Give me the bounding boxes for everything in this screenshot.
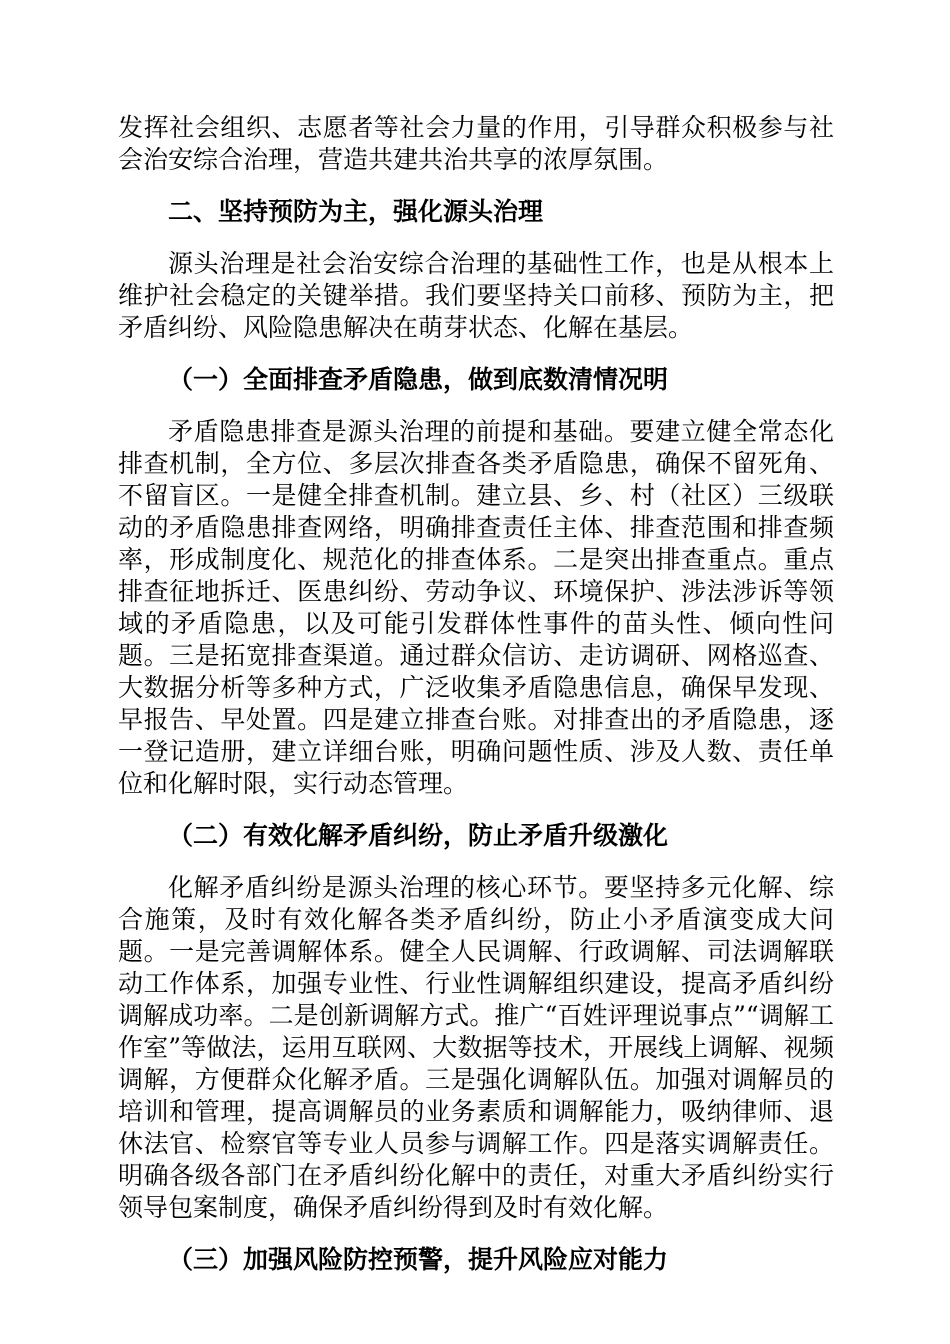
document-page (118, 112, 834, 1276)
paragraph-risk-screening: 矛盾隐患排查是源头治理的前提和基础。要建立健全常态化排查机制，全方位、多层次排查各类矛盾隐患，确保不留死角、不留盲区。一是健全排查机制。建立县、乡、村（社区）三级联动的矛盾隐患排查网络，明确排查责任主体、排查范围和排查频率，形成制度化、规范化的排查体系。二是突出排查重点。重点排查征地拆迁、医患纠纷、劳动争议、环境保护、涉法涉诉等领域的矛盾隐患，以及可能引发群体性事件的苗头性、倾向性问题。三是拓宽排查渠道。通过群众信访、走访调研、网格巡查、大数据分析等多种方式，广泛收集矛盾隐患信息，确保早发现、早报告、早处置。四是建立排查台账。对排查出的矛盾隐患，逐一登记造册，建立详细台账，明确问题性质、涉及人数、责任单位和化解时限，实行动态管理。 (118, 417, 834, 798)
subsection-heading-2: （二）有效化解矛盾纠纷，防止矛盾升级激化 (168, 821, 669, 850)
paragraph-dispute-resolution: 化解矛盾纠纷是源头治理的核心环节。要坚持多元化解、综合施策，及时有效化解各类矛盾纠纷，防止小矛盾演变成大问题。一是完善调解体系。健全人民调解、行政调解、司法调解联动工作体系，加强专业性、行业性调解组织建设，提高矛盾纠纷调解成功率。二是创新调解方式。推广“百姓评理说事点”“调解工作室”等做法，运用互联网、大数据等技术，开展线上调解、视频调解，方便群众化解矛盾。三是强化调解队伍。加强对调解员的培训和管理，提高调解员的业务素质和调解能力，吸纳律师、退休法官、检察官等专业人员参与调解工作。四是落实调解责任。明确各级各部门在矛盾纠纷化解中的责任，对重大矛盾纠纷实行领导包案制度，确保矛盾纠纷得到及时有效化解。 (118, 873, 834, 1222)
subsection-heading-1: （一）全面排查矛盾隐患，做到底数清情况明 (168, 365, 669, 394)
subsection-heading-3: （三）加强风险防控预警，提升风险应对能力 (168, 1245, 669, 1274)
paragraph-source-governance: 源头治理是社会治安综合治理的基础性工作，也是从根本上维护社会稳定的关键举措。我们要坚持关口前移、预防为主，把矛盾纠纷、风险隐患解决在萌芽状态、化解在基层。 (118, 249, 834, 342)
section-heading-2: 二、坚持预防为主，强化源头治理 (168, 197, 544, 226)
paragraph-intro: 发挥社会组织、志愿者等社会力量的作用，引导群众积极参与社会治安综合治理，营造共建共治共享的浓厚氛围。 (118, 113, 834, 174)
